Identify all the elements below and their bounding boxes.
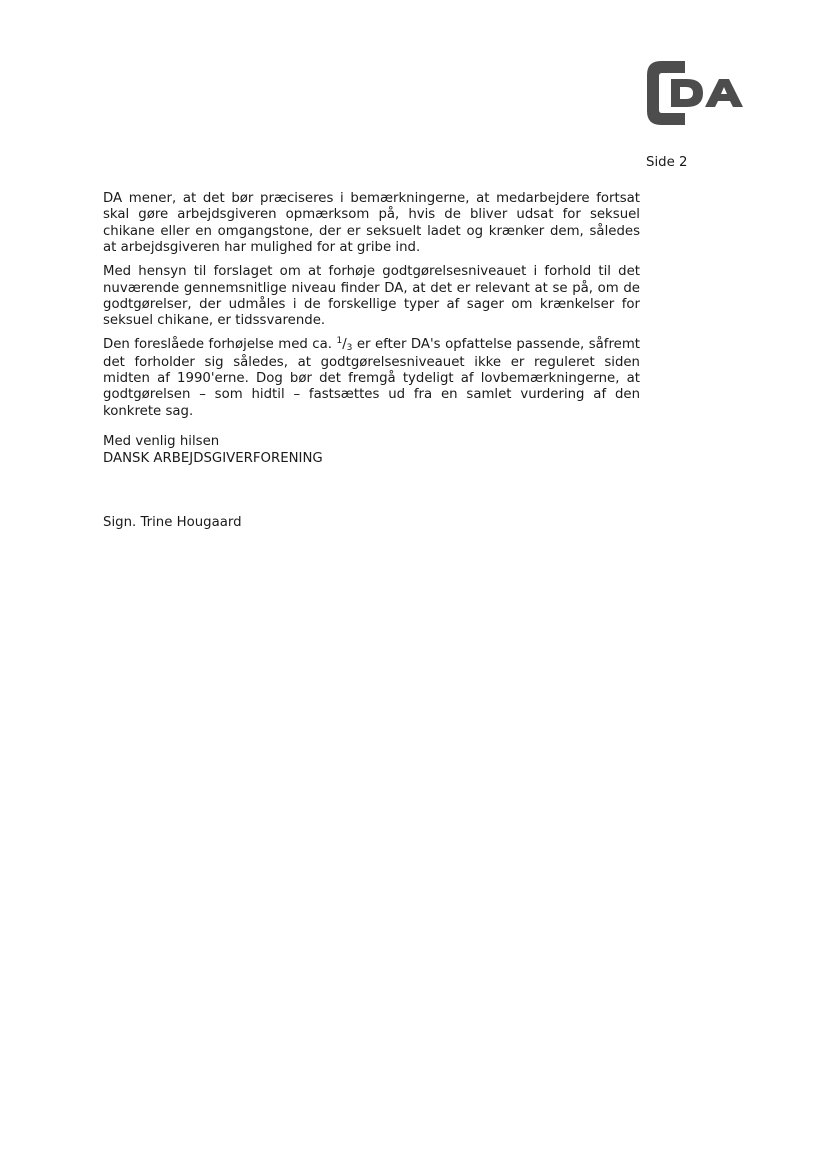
paragraph-harassment-notice: DA mener, at det bør præciseres i bemærkningerne, at medarbejdere fortsat skal gøre arbejdsgiveren opmærksom på, hvis de bliver udsat for seksuel chikane eller en omgangstone, der er seksuelt ladet og krænker dem, således at arbejdsgiveren har mulighed for at gribe ind. xyxy=(103,191,640,256)
closing-block xyxy=(103,433,323,467)
paragraph-compensation-level: Med hensyn til forslaget om at forhøje godtgørelsesniveauet i forhold til det nuværende gennemsnitlige niveau finder DA, at det er relevant at se på, om de godtgørelser, der udmåles i de forskellige typer af sager om krænkelser for seksuel chikane, er tidssvarende. xyxy=(103,264,640,329)
fraction-numerator: 1 xyxy=(336,336,343,347)
paragraph-proposed-increase: Den foreslåede forhøjelse med ca. $^1$/3 er efter DA's opfattelse passende, såfremt det forholder sig således, at godtgørelsesniveauet ikke er reguleret siden midten af 1990'erne. Dog bør det fremgå tydeligt af lovbemærkningerne, at godtgørelsen – som hidtil – fastsættes ud fra en samlet vurdering af den konkrete sag. xyxy=(103,336,640,419)
closing-greeting: Med venlig hilsen xyxy=(103,434,220,449)
page-number: Side 2 xyxy=(646,155,688,170)
da-logo xyxy=(647,61,755,125)
logo-d-letter xyxy=(671,79,703,107)
signature: Sign. Trine Hougaard xyxy=(103,515,242,530)
paragraph3-text-after: er efter DA's opfattelse passende, såfremt det forholder sig således, at godtgørelsesniveauet ikke er reguleret siden midten af 1990'erne. Dog bør det fremgå tydeligt af lovbemærkningerne, at godtgørelsen – som hidtil – fastsættes ud fra en samlet vurdering af den konkrete sag. xyxy=(103,337,640,419)
letter-body xyxy=(103,191,640,428)
paragraph3-text-before: Den foreslåede forhøjelse med ca. xyxy=(103,337,337,353)
logo-a-letter xyxy=(705,79,743,107)
organization-name: DANSK ARBEJDSGIVERFORENING xyxy=(103,451,323,466)
fraction-denominator: 3 xyxy=(346,343,353,354)
